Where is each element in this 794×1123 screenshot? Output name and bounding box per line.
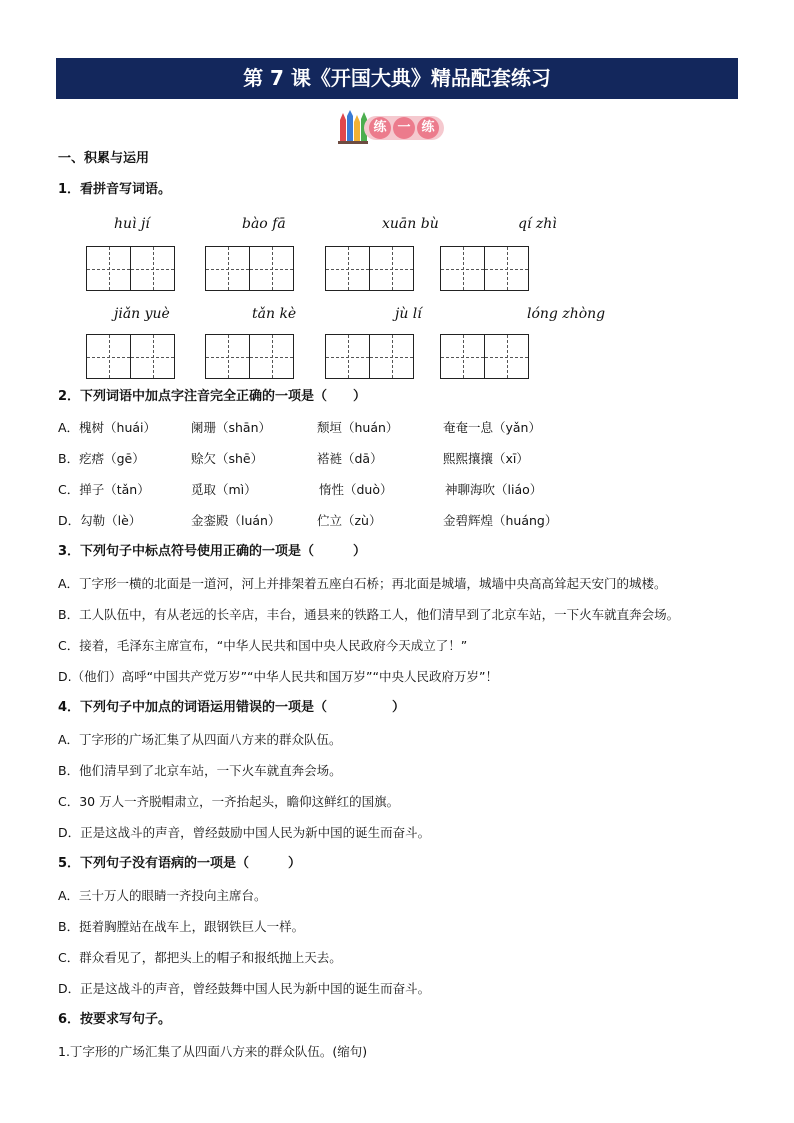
option-line: D.（他们）高呼“中国共产党万岁”“中华人民共和国万岁”“中央人民政府万岁”！ bbox=[58, 669, 498, 684]
pinyin-label: huì jí bbox=[114, 216, 150, 232]
option-line: C．群众看见了，都把头上的帽子和报纸抛上天去。 bbox=[58, 950, 342, 965]
option-line: B．工人队伍中，有从老远的长辛店，丰台，通县来的铁路工人，他们清早到了北京车站，一下火车就直奔会场。 bbox=[58, 607, 680, 622]
writing-grid[interactable] bbox=[205, 246, 294, 292]
option-line: C．接着，毛泽东主席宣布，“中华人民共和国中央人民政府今天成立了！” bbox=[58, 638, 468, 653]
writing-grid[interactable] bbox=[205, 334, 294, 380]
option-cell: A．槐树（huái） bbox=[58, 420, 157, 435]
writing-grid[interactable] bbox=[86, 246, 175, 292]
page-title: 第 7 课《开国大典》精品配套练习 bbox=[56, 58, 738, 99]
option-cell: 金碧辉煌（huáng） bbox=[443, 513, 558, 528]
option-cell: B．疙瘩（gē） bbox=[58, 451, 145, 466]
writing-grid[interactable] bbox=[325, 246, 414, 292]
option-cell: D．勾勒（lè） bbox=[58, 513, 142, 528]
pinyin-label: tǎn kè bbox=[252, 306, 297, 322]
option-line: C．30 万人一齐脱帽肃立，一齐抬起头，瞻仰这鲜红的国旗。 bbox=[58, 794, 400, 809]
option-cell: 金銮殿（luán） bbox=[191, 513, 281, 528]
option-line: A．丁字形一横的北面是一道河，河上并排架着五座白石桥；再北面是城墙，城墙中央高高耸起天安门的城楼。 bbox=[58, 576, 667, 591]
option-cell: C．掸子（tǎn） bbox=[58, 482, 150, 497]
pinyin-label: jù lí bbox=[395, 306, 422, 322]
option-cell: 神聊海吹（liáo） bbox=[445, 482, 543, 497]
pinyin-label: bào fā bbox=[242, 216, 286, 232]
question-4-title: 4．下列句子中加点的词语运用错误的一项是（ ） bbox=[58, 700, 406, 715]
question-6-title: 6．按要求写句子。 bbox=[58, 1012, 172, 1027]
option-cell: 熙熙攘攘（xī） bbox=[443, 451, 529, 466]
writing-grid[interactable] bbox=[86, 334, 175, 380]
pinyin-label: lóng zhòng bbox=[527, 306, 606, 322]
option-cell: 颓垣（huán） bbox=[317, 420, 399, 435]
option-cell: 觅取（mì） bbox=[191, 482, 257, 497]
option-line: A．三十万人的眼睛一齐投向主席台。 bbox=[58, 888, 267, 903]
practice-badge bbox=[338, 110, 448, 146]
option-line: D．正是这战斗的声音，曾经鼓舞中国人民为新中国的诞生而奋斗。 bbox=[58, 981, 431, 996]
pinyin-label: xuān bù bbox=[382, 216, 439, 232]
question-1-title: 1．看拼音写词语。 bbox=[58, 182, 172, 197]
pinyin-label: qí zhì bbox=[518, 216, 557, 232]
option-cell: 赊欠（shē） bbox=[191, 451, 264, 466]
option-line: B．他们清早到了北京车站，一下火车就直奔会场。 bbox=[58, 763, 342, 778]
practice-label: 练 一 练 bbox=[364, 116, 444, 140]
option-line: A．丁字形的广场汇集了从四面八方来的群众队伍。 bbox=[58, 732, 342, 747]
question-2-title: 2．下列词语中加点字注音完全正确的一项是（ ） bbox=[58, 389, 367, 404]
question-3-title: 3．下列句子中标点符号使用正确的一项是（ ） bbox=[58, 544, 367, 559]
writing-grid[interactable] bbox=[440, 246, 529, 292]
option-line: B．挺着胸膛站在战车上，跟钢铁巨人一样。 bbox=[58, 919, 305, 934]
option-line: D．正是这战斗的声音，曾经鼓励中国人民为新中国的诞生而奋斗。 bbox=[58, 825, 431, 840]
option-cell: 伫立（zù） bbox=[317, 513, 382, 528]
option-cell: 惰性（duò） bbox=[319, 482, 393, 497]
option-cell: 阑珊（shān） bbox=[191, 420, 272, 435]
writing-grid[interactable] bbox=[440, 334, 529, 380]
question-5-title: 5．下列句子没有语病的一项是（ ） bbox=[58, 856, 302, 871]
pinyin-label: jiǎn yuè bbox=[114, 306, 170, 322]
exercise-line: 1.丁字形的广场汇集了从四面八方来的群众队伍。(缩句) bbox=[58, 1044, 368, 1059]
option-cell: 奄奄一息（yǎn） bbox=[443, 420, 541, 435]
writing-grid[interactable] bbox=[325, 334, 414, 380]
option-cell: 褡裢（dā） bbox=[317, 451, 383, 466]
section-heading: 一、积累与运用 bbox=[58, 151, 150, 166]
